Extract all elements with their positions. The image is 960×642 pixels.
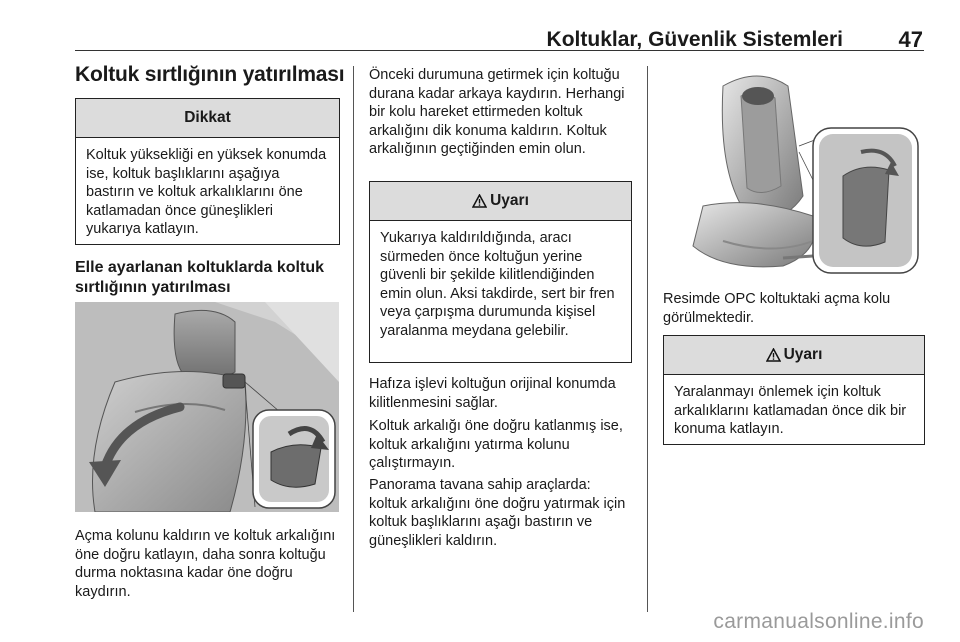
- seat-release-illustration: [75, 302, 339, 512]
- column-separator-right: [647, 66, 648, 612]
- notice-text: Koltuk yüksekliği en yüksek konumda ise, koltuk başlıklarını aşağıya bastırın ve koltuk arkalıklarını öne katlamadan önce güneşlikleri yukarıya katlayın.: [86, 147, 327, 237]
- running-header-title: Koltuklar, Güvenlik Sistemleri: [546, 28, 843, 51]
- warning-text-col2: Yukarıya kaldırıldığında, aracı sürmeden önce koltuğun yerine güvenli bir şekilde kilitlendiğinden emin olun. Aksi takdirde, sert bir fren veya çarpışma durumunda kişisel yaralanma meydana gelebilir.: [380, 230, 615, 339]
- col2-paragraph-1: Önceki durumuna getirmek için koltuğu durana kadar arkaya kaydırın. Herhangi bir kolu hareket ettirmeden koltuk arkalığını dik konuma kaldırın. Koltuk arkalığının geçtiğinden emin olun.: [369, 67, 625, 157]
- notice-title: Dikkat: [76, 99, 339, 138]
- column-separator-left: [353, 66, 354, 612]
- opc-seat-illustration: [663, 66, 924, 276]
- col2-paragraph-2: Hafıza işlevi koltuğun orijinal konumda kilitlenmesini sağlar.: [369, 376, 616, 411]
- col2-paragraph-3: Koltuk arkalığı öne doğru katlanmış ise, koltuk arkalığını yatırma kolunu çalıştırmayın.: [369, 418, 623, 471]
- col1-paragraph: Açma kolunu kaldırın ve koltuk arkalığını öne doğru katlayın, daha sonra koltuğu durma noktasına kadar öne doğru kaydırın.: [75, 528, 336, 600]
- warning-box-col3: [663, 335, 925, 445]
- col2-paragraph-4: Panorama tavana sahip araçlarda: koltuk arkalığını öne doğru yatırmak için koltuk başlıklarını aşağı bastırın ve güneşlikleri kaldırın.: [369, 477, 626, 549]
- col3-caption: Resimde OPC koltuktaki açma kolu görülmektedir.: [663, 291, 891, 326]
- header-rule: [75, 50, 924, 51]
- section-heading: Koltuk sırtlığının yatırılması: [75, 63, 345, 86]
- warning-triangle-icon: [472, 194, 487, 208]
- warning-title-col3: Uyarı: [664, 336, 924, 375]
- warning-triangle-icon: [766, 348, 781, 362]
- warning-title-col2: Uyarı: [370, 182, 631, 221]
- subheading: Elle ayarlanan koltuklarda koltuk sırtlığının yatırılması: [75, 259, 324, 296]
- page-number: 47: [898, 27, 923, 52]
- notice-box: [75, 98, 340, 245]
- watermark: carmanualsonline.info: [713, 610, 924, 633]
- warning-text-col3: Yaralanmayı önlemek için koltuk arkalıklarını katlamadan önce dik bir konuma katlayın.: [674, 384, 907, 437]
- warning-box-col2: [369, 181, 632, 363]
